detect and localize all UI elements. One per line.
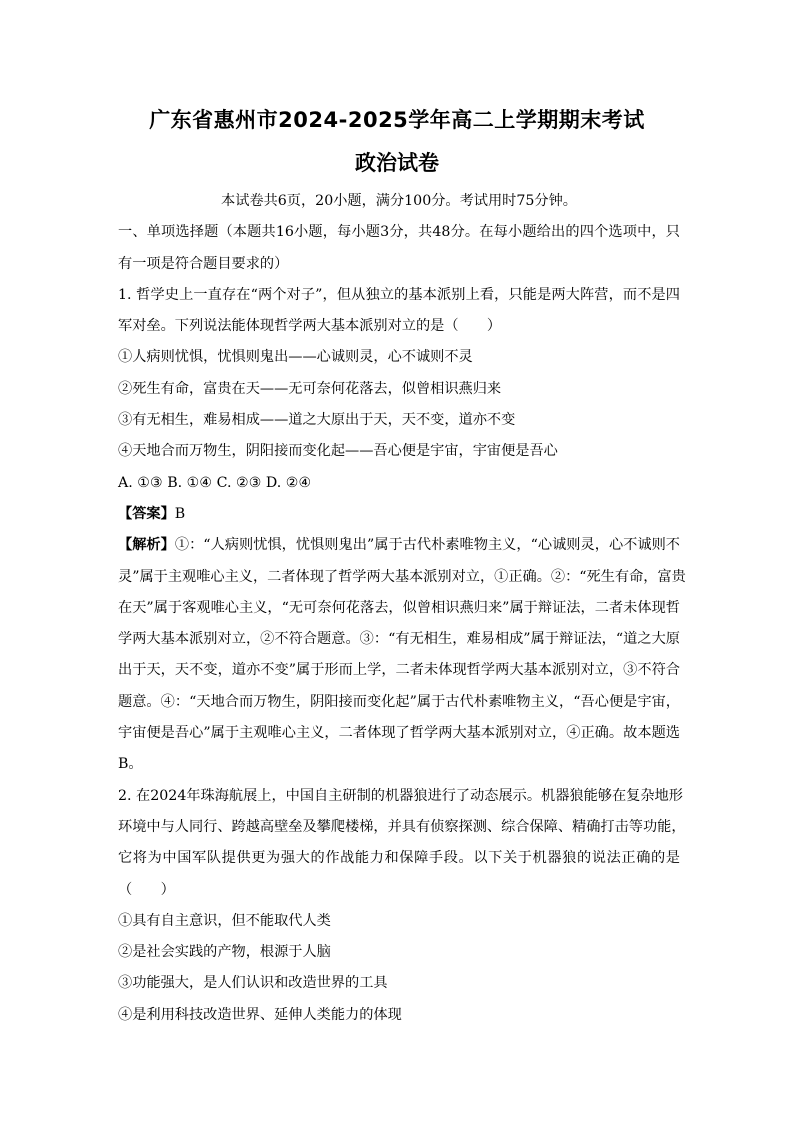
analysis-line: [118, 530, 680, 561]
exam-body: [118, 186, 686, 1031]
question-stem-cont: 它将为中国军队提供更为强大的作战能力和保障手段。以下关于机器狼的说法正确的是: [118, 850, 680, 867]
question-2: [118, 781, 686, 1031]
answer-choices: A. ①③ B. ①④ C. ②③ D. ②④: [118, 474, 312, 491]
exam-intro: 本试卷共6页，20小题，满分100分。考试用时75分钟。: [221, 193, 577, 209]
section-heading-cont: 有一项是符合题目要求的）: [118, 255, 289, 272]
question-stem-cont: 军对垒。下列说法能体现哲学两大基本派别对立的是（ ）: [118, 318, 502, 335]
exam-subject: 政治试卷: [355, 151, 439, 175]
answer-label: 【答案】: [118, 505, 175, 522]
analysis-text: ①：“人病则忧惧，忧惧则鬼出”属于古代朴素唯物主义，“心诚则灵，心不诚则不: [174, 537, 680, 554]
option-1: ①具有自主意识，但不能取代人类: [118, 912, 331, 929]
option-4: ④是利用科技改造世界、延伸人类能力的体现: [118, 1006, 402, 1023]
question-stem-cont: 环境中与人同行、跨越高壁垒及攀爬楼梯，并具有侦察探测、综合保障、精确打击等功能，: [118, 818, 686, 835]
analysis-text: 宇宙便是吾心”属于主观唯心主义，二者体现了哲学两大基本派别对立，④正确。故本题选: [118, 725, 680, 742]
answer-line: [118, 499, 680, 530]
analysis-text: B。: [118, 756, 143, 773]
analysis-text: 题意。④：“天地合而万物生，阴阳接而变化起”属于古代朴素唯物主义，“吾心便是宇宙，: [118, 693, 680, 710]
option-3: ③有无相生，难易相成——道之大原出于天，天不变，道亦不变: [118, 412, 516, 429]
exam-title: 广东省惠州市2024-2025学年高二上学期期末考试: [149, 108, 645, 132]
option-1: ①人病则忧惧，忧惧则鬼出——心诚则灵，心不诚则不灵: [118, 349, 473, 366]
analysis-text: 出于天，天不变，道亦不变”属于形而上学，二者未体现哲学两大基本派别对立，③不符合: [118, 662, 680, 679]
question-stem-cont: （ ）: [118, 881, 175, 898]
analysis-text: 灵”属于主观唯心主义，二者体现了哲学两大基本派别对立，①正确。②：“死生有命，富贵: [118, 568, 686, 585]
analysis-text: 在天”属于客观唯心主义，“无可奈何花落去，似曾相识燕归来”属于辩证法，二者未体现哲: [118, 599, 680, 616]
option-2: ②是社会实践的产物，根源于人脑: [118, 944, 331, 961]
analysis-label: 【解析】: [118, 537, 175, 554]
question-stem: 1. 哲学史上一直存在“两个对子”，但从独立的基本派别上看，只能是两大阵营，而不是四: [118, 286, 680, 303]
question-1: [118, 280, 686, 781]
option-4: ④天地合而万物生，阴阳接而变化起——吾心便是宇宙，宇宙便是吾心: [118, 443, 558, 460]
option-3: ③功能强大，是人们认识和改造世界的工具: [118, 975, 388, 992]
section-heading: 一、单项选择题（本题共16小题，每小题3分，共48分。在每小题给出的四个选项中，只: [118, 224, 680, 241]
option-2: ②死生有命，富贵在天——无可奈何花落去，似曾相识燕归来: [118, 380, 502, 397]
analysis-text: 学两大基本派别对立，②不符合题意。③：“有无相生，难易相成”属于辩证法，“道之大原: [118, 631, 680, 648]
answer-value: B: [174, 505, 186, 522]
question-stem: 2. 在2024年珠海航展上，中国自主研制的机器狼进行了动态展示。机器狼能够在复杂地形: [118, 787, 683, 804]
